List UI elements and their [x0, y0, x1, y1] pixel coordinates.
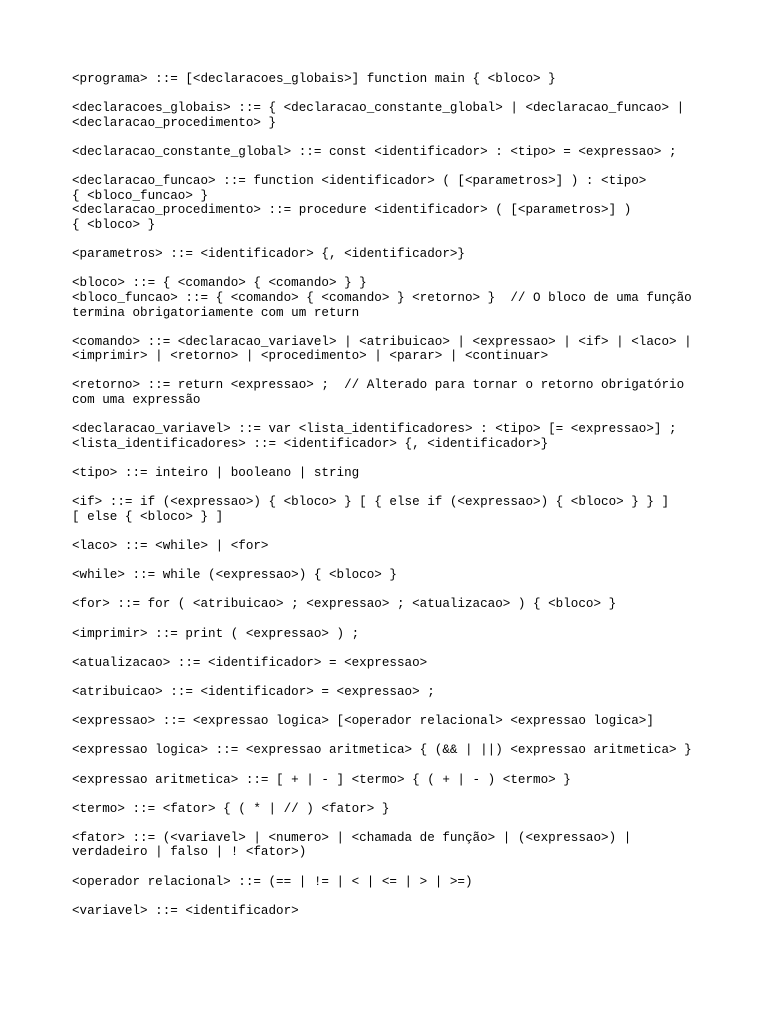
rule-line: com uma expressão: [72, 393, 201, 408]
grammar-rule-variavel: [72, 904, 702, 919]
rule-line: <programa> ::= [<declaracoes_globais>] function main { <bloco> }: [72, 72, 556, 86]
rule-line: <atualizacao> ::= <identificador> = <expressao>: [72, 655, 428, 670]
rule-line: <imprimir> ::= print ( <expressao> ) ;: [72, 626, 360, 641]
rule-line: <declaracao_constante_global> ::= const <identificador> : <tipo> = <expressao> ;: [72, 144, 677, 159]
rule-line: <if> ::= if (<expressao>) { <bloco> } [ { else if (<expressao>) { <bloco> } } ]: [72, 495, 670, 510]
grammar-rule-atualizacao: [72, 656, 702, 671]
grammar-rule-termo: [72, 802, 702, 817]
grammar-rule-fator: [72, 831, 702, 860]
rule-line: <declaracao_funcao> ::= function <identificador> ( [<parametros>] ) : <tipo>: [72, 174, 647, 189]
rule-line: <expressao aritmetica> ::= [ + | - ] <termo> { ( + | - ) <termo> }: [72, 772, 571, 787]
rule-line: [ else { <bloco> } ]: [72, 509, 224, 524]
grammar-rule-while: [72, 568, 702, 583]
rule-line: <expressao logica> ::= <expressao aritmetica> { (&& | ||) <expressao aritmetica> }: [72, 743, 692, 758]
rule-line: verdadeiro | falso | ! <fator>): [72, 845, 307, 860]
grammar-rule-operador-relacional: [72, 875, 702, 890]
rule-line: <declaracao_variavel> ::= var <lista_identificadores> : <tipo> [= <expressao>] ;: [72, 422, 677, 437]
rule-line: <for> ::= for ( <atribuicao> ; <expressao> ; <atualizacao> ) { <bloco> }: [72, 597, 617, 612]
rule-line: <lista_identificadores> ::= <identificador> {, <identificador>}: [72, 436, 549, 451]
rule-line: <while> ::= while (<expressao>) { <bloco> }: [72, 568, 397, 583]
rule-line: <fator> ::= (<variavel> | <numero> | <chamada de função> | (<expressao>) |: [72, 830, 632, 845]
grammar-rule-programa: [72, 72, 702, 87]
rule-line: <bloco> ::= { <comando> { <comando> } }: [72, 276, 367, 291]
rule-line: { <bloco_funcao> }: [72, 188, 209, 203]
grammar-rule-expressao-logica: [72, 743, 702, 758]
grammar-rule-if: [72, 495, 702, 524]
grammar-rule-declaracoes-globais: [72, 101, 702, 130]
document-page: [72, 72, 702, 933]
grammar-rule-bloco: [72, 276, 702, 320]
rule-line: <variavel> ::= <identificador>: [72, 903, 299, 918]
rule-line: termina obrigatoriamente com um return: [72, 305, 360, 320]
grammar-rule-tipo: [72, 466, 702, 481]
grammar-rule-imprimir: [72, 627, 702, 642]
grammar-rule-laco: [72, 539, 702, 554]
grammar-rule-expressao-aritmetica: [72, 773, 702, 788]
rule-line: <bloco_funcao> ::= { <comando> { <comando> } <retorno> } // O bloco de uma função: [72, 290, 692, 305]
rule-line: <declaracoes_globais> ::= { <declaracao_constante_global> | <declaracao_funcao> |: [72, 101, 685, 116]
rule-line: <atribuicao> ::= <identificador> = <expressao> ;: [72, 684, 435, 699]
rule-line: <retorno> ::= return <expressao> ; // Alterado para tornar o retorno obrigatório: [72, 378, 685, 393]
grammar-rule-retorno: [72, 378, 702, 407]
grammar-rule-declaracao-variavel: [72, 422, 702, 451]
rule-line: <expressao> ::= <expressao logica> [<operador relacional> <expressao logica>]: [72, 714, 654, 729]
rule-line: <imprimir> | <retorno> | <procedimento> | <parar> | <continuar>: [72, 349, 549, 364]
rule-line: <declaracao_procedimento> ::= procedure <identificador> ( [<parametros>] ): [72, 203, 632, 218]
rule-line: <termo> ::= <fator> { ( * | // ) <fator> }: [72, 801, 390, 816]
rule-line: { <bloco> }: [72, 217, 156, 232]
rule-line: <declaracao_procedimento> }: [72, 115, 277, 130]
rule-line: <operador relacional> ::= (== | != | < | <= | > | >=): [72, 874, 473, 889]
grammar-rule-comando: [72, 335, 702, 364]
grammar-rule-atribuicao: [72, 685, 702, 700]
rule-line: <laco> ::= <while> | <for>: [72, 539, 269, 553]
grammar-rule-declaracao-funcao: [72, 174, 702, 232]
grammar-rule-declaracao-constante-global: [72, 145, 702, 160]
grammar-rule-parametros: [72, 247, 702, 262]
grammar-rule-for: [72, 597, 702, 612]
rule-line: <parametros> ::= <identificador> {, <identificador>}: [72, 247, 465, 262]
rule-line: <comando> ::= <declaracao_variavel> | <atribuicao> | <expressao> | <if> | <laco> |: [72, 334, 692, 349]
rule-line: <tipo> ::= inteiro | booleano | string: [72, 466, 360, 481]
grammar-rule-expressao: [72, 714, 702, 729]
